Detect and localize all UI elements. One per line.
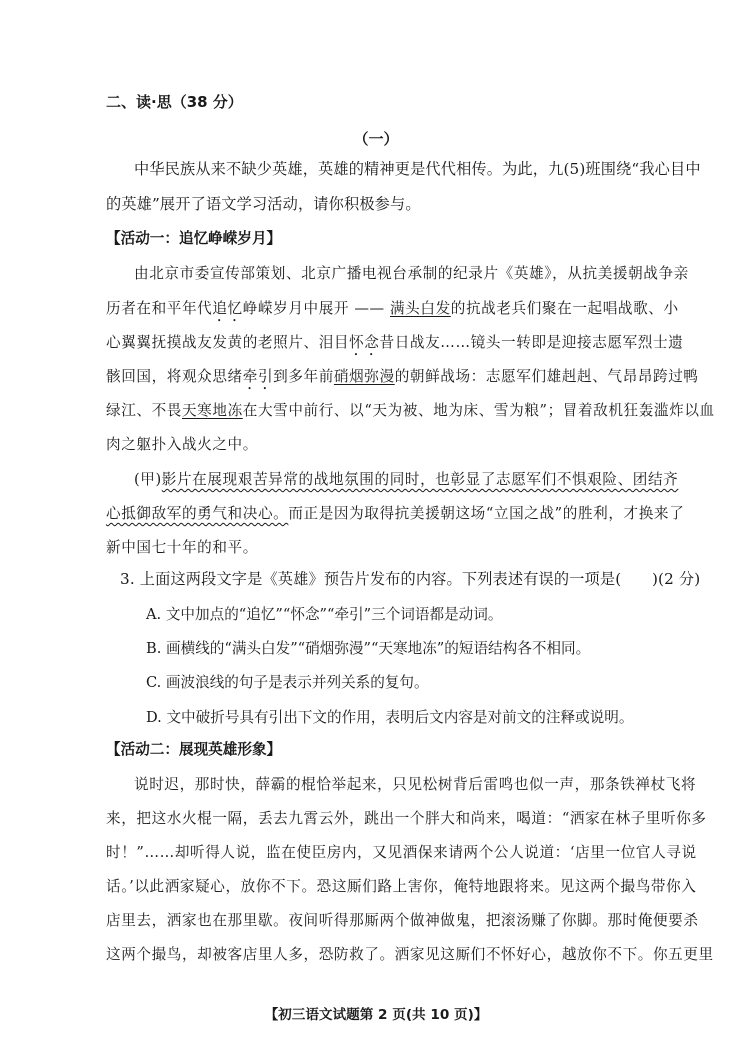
passage-line: 新中国七十年的和平。 xyxy=(106,539,258,556)
question-option: B. 画横线的“满头白发”“硝烟弥漫”“天寒地冻”的短语结构各不相同。 xyxy=(146,640,591,657)
intro-line: 的英雄”展开了语文学习活动，请你积极参与。 xyxy=(106,195,421,213)
question-option: C. 画波浪线的句子是表示并列关系的复句。 xyxy=(146,674,429,691)
dotted-word: 牵引 xyxy=(242,368,274,385)
text-span: 而正是因为取得抗美援朝这场“立国之战”的胜利，才换来了 xyxy=(288,505,685,522)
question-option: D. 文中破折号具有引出下文的作用，表明后文内容是对前文的注释或说明。 xyxy=(146,709,634,726)
passage-line: 时！”……却听得人说，监在使臣房内，又见酒保来请两个公人说道：‘店里一位官人寻说 xyxy=(106,844,697,861)
dotted-word: 怀念 xyxy=(349,334,380,351)
passage-line: 店里去，洒家也在那里歇。夜间听得那厮两个做神做鬼，把滚汤赚了你脚。那时俺便要杀 xyxy=(106,912,699,929)
passage-line xyxy=(106,331,683,359)
text-span: 心翼翼抚摸战友发黄的老照片、泪目 xyxy=(106,334,350,351)
question-stem: 3. 上面这两段文字是《英雄》预告片发布的内容。下列表述有误的一项是( )(2 分) xyxy=(120,570,701,588)
passage-line xyxy=(106,399,715,420)
passage-line xyxy=(106,502,684,523)
part-title: （一） xyxy=(353,130,399,148)
text-span: 峥嵘岁月中展开 —— xyxy=(242,300,390,317)
underlined-phrase: 天寒地冻 xyxy=(181,402,243,419)
activity1-title: 【活动一：追忆峥嵘岁月】 xyxy=(106,230,282,247)
text-span: 骸回国，将观众思绪 xyxy=(106,368,243,385)
passage-line: 话。’以此洒家疑心，放你不下。恐这厮们路上害你，俺特地跟将来。见这两个撮鸟带你入 xyxy=(106,878,697,895)
dotted-word: 追忆 xyxy=(212,300,243,317)
page-footer: 【初三语文试题第 2 页(共 10 页)】 xyxy=(264,1007,488,1023)
underlined-phrase: 硝烟弥漫 xyxy=(333,368,395,385)
text-span: 的抗战老兵们聚在一起唱战歌、小 xyxy=(450,300,679,317)
underlined-phrase: 满头白发 xyxy=(389,300,451,317)
text-span: 的朝鲜战场：志愿军们雄赳赳、气昂昂跨过鸭 xyxy=(394,368,699,385)
label-jia: (甲) xyxy=(134,471,162,488)
text-span: 历者在和平年代 xyxy=(106,300,213,317)
passage-line: 这两个撮鸟，却被客店里人多，恐防救了。洒家见这厮们不怀好心，越放你不下。你五更里 xyxy=(106,946,714,963)
activity2-title: 【活动二：展现英雄形象】 xyxy=(106,741,282,758)
question-option: A. 文中加点的“追忆”“怀念”“牵引”三个词语都是动词。 xyxy=(146,606,503,623)
text-span: 昔日战友……镜头一转即是迎接志愿军烈士遗 xyxy=(379,334,684,351)
passage-line: 肉之躯扑入战火之中。 xyxy=(106,436,258,453)
passage-line xyxy=(106,365,699,393)
wavy-sentence: 心抵御敌军的勇气和决心。 xyxy=(106,505,289,522)
text-span: 在大雪中前行、以“天为被、地为床、雪为粮”；冒着敌机狂轰滥炸以血 xyxy=(242,402,715,419)
section-title: 二、读·思（38 分） xyxy=(106,93,243,111)
text-span: 绿江、不畏 xyxy=(106,402,182,419)
passage-line: 由北京市委宣传部策划、北京广播电视台承制的纪录片《英雄》，从抗美援朝战争亲 xyxy=(134,265,689,282)
intro-line: 中华民族从来不缺少英雄，英雄的精神更是代代相传。为此，九(5)班围绕“我心目中 xyxy=(134,160,701,178)
text-span: 到多年前 xyxy=(273,368,334,385)
wavy-sentence: 影片在展现艰苦异常的战地氛围的同时，也彰显了志愿军们不惧艰险、团结齐 xyxy=(161,471,679,488)
passage-line: 说时迟，那时快，薛霸的棍恰举起来，只见松树背后雷鸣也似一声，那条铁禅杖飞将 xyxy=(134,776,697,793)
passage-line: 来，把这水火棍一隔，丢去九霄云外，跳出一个胖大和尚来，喝道：“洒家在林子里听你多 xyxy=(106,810,707,827)
passage-line xyxy=(134,468,678,489)
passage-line xyxy=(106,297,679,325)
